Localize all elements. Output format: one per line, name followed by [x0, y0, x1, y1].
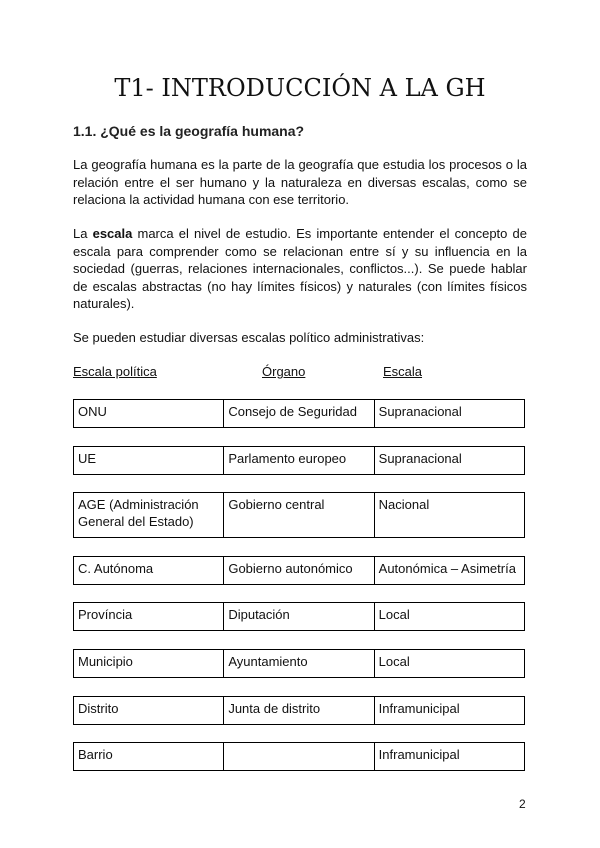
column-header-escala: Escala [383, 364, 423, 379]
cell-escala-politica: Província [74, 603, 224, 630]
cell-organo: Ayuntamiento [224, 650, 374, 677]
cell-escala: Autonómica – Asimetría [378, 561, 516, 576]
cell-escala-politica: ONU [74, 400, 224, 427]
cell-organo: Consejo de Seguridad [224, 400, 374, 427]
cell-escala: Inframunicipal [378, 747, 460, 762]
cell-escala-politica: UE [74, 447, 224, 474]
column-header-organo: Órgano [262, 364, 306, 379]
cell-organo: Junta de distrito [224, 697, 374, 724]
paragraph-escala-before: La [73, 226, 93, 241]
table-row [73, 492, 525, 538]
cell-escala: Supranacional [378, 404, 462, 419]
paragraph-intro-table: Se pueden estudiar diversas escalas político administrativas: [73, 330, 425, 345]
paragraph-definition: La geografía humana es la parte de la geografía que estudia los procesos o la relación entre el ser humano y la naturaleza en diversas escalas, como se relaciona la actividad humana con ese territorio. [73, 157, 527, 207]
table-row [73, 556, 525, 585]
section-heading: 1.1. ¿Qué es la geografía humana? [73, 123, 305, 139]
cell-organo: Gobierno central [224, 493, 374, 537]
paragraph-escala [73, 225, 527, 313]
column-header-escala-politica: Escala política [73, 364, 157, 379]
cell-escala-politica: Distrito [74, 697, 224, 724]
page-number: 2 [519, 797, 526, 811]
cell-organo: Diputación [224, 603, 374, 630]
cell-escala-politica: Municipio [74, 650, 224, 677]
cell-escala-politica: Barrio [74, 743, 224, 770]
table-row [73, 742, 525, 771]
cell-escala: Nacional [378, 497, 430, 512]
cell-escala-politica: C. Autónoma [74, 557, 224, 584]
cell-escala: Supranacional [378, 451, 462, 466]
table-row [73, 649, 525, 678]
cell-escala: Local [378, 654, 410, 669]
table-row [73, 446, 525, 475]
table-row [73, 696, 525, 725]
page-title: T1- INTRODUCCIÓN A LA GH [114, 74, 486, 102]
table-row [73, 602, 525, 631]
table-row [73, 399, 525, 428]
paragraph-escala-bold: escala [92, 226, 133, 241]
paragraph-escala-after: marca el nivel de estudio. Es importante entender el concepto de escala para comprender como se relacionan entre sí y su influencia en la sociedad (guerras, relaciones internacionales, conflictos...). Se puede hablar de escalas abstractas (no hay límites físicos) y naturales (con límites físicos naturales). [73, 226, 527, 311]
cell-organo [224, 743, 374, 770]
cell-escala-politica: AGE (Administración General del Estado) [74, 493, 224, 537]
cell-escala: Inframunicipal [378, 701, 460, 716]
cell-escala: Local [378, 607, 410, 622]
cell-organo: Parlamento europeo [224, 447, 374, 474]
cell-organo: Gobierno autonómico [224, 557, 374, 584]
